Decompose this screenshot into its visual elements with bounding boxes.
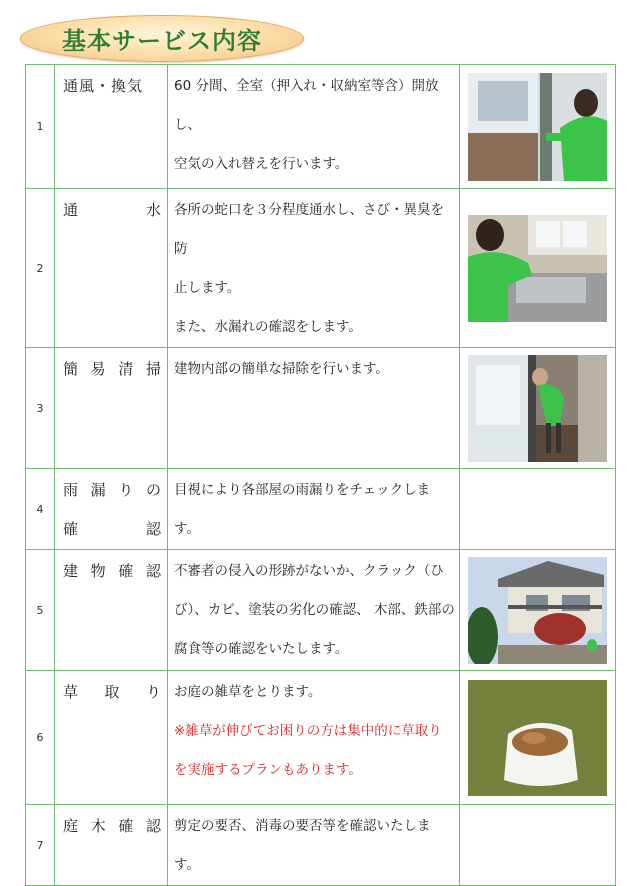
service-description [168, 469, 460, 550]
desc-line: 腐食等の確認をいたします。 [174, 641, 349, 657]
desc-line: また、水漏れの確認をします。 [174, 319, 362, 335]
service-name: 通風・換気 [55, 65, 168, 189]
weeding-bag-photo [468, 680, 607, 796]
table-row [26, 65, 616, 189]
service-description [168, 671, 460, 805]
desc-line: 建物内部の簡単な掃除を行います。 [174, 361, 389, 377]
desc-line: 剪定の要否、消毒の要否等を確認いたします。 [174, 818, 431, 873]
window-ventilation-photo [468, 73, 607, 181]
desc-line: 目視により各部屋の雨漏りをチェックします。 [174, 482, 431, 537]
note-line: を実施するプランもあります。 [174, 762, 362, 778]
table-row [26, 348, 616, 469]
row-number: 5 [26, 550, 55, 671]
table-row [26, 550, 616, 671]
page-title: 基本サービス内容 [62, 27, 262, 55]
table-row [26, 805, 616, 886]
service-description [168, 805, 460, 886]
service-table [25, 64, 616, 886]
row-number: 4 [26, 469, 55, 550]
photo-cell [460, 189, 616, 348]
desc-line: お庭の雑草をとります。 [174, 684, 322, 700]
row-number: 3 [26, 348, 55, 469]
photo-cell [460, 550, 616, 671]
service-description [168, 348, 460, 469]
desc-line: 空気の入れ替えを行います。 [174, 156, 349, 172]
desc-line: 不審者の侵入の形跡がないか、クラック（ひ [174, 563, 444, 579]
photo-cell-empty [460, 805, 616, 886]
service-name: 庭 木 確 認 [55, 805, 168, 886]
table-row [26, 469, 616, 550]
desc-line: び）、カビ、塗装の劣化の確認、 木部、鉄部の [174, 602, 455, 618]
table-row [26, 189, 616, 348]
desc-line: 各所の蛇口を３分程度通水し、さび・異臭を防 [174, 202, 444, 257]
service-description [168, 550, 460, 671]
row-number: 2 [26, 189, 55, 348]
service-description [168, 65, 460, 189]
photo-cell [460, 671, 616, 805]
photo-cell-empty [460, 469, 616, 550]
service-name: 草 取 り [55, 671, 168, 805]
row-number: 7 [26, 805, 55, 886]
row-number: 6 [26, 671, 55, 805]
faucet-running-photo [468, 215, 607, 322]
photo-cell [460, 348, 616, 469]
service-description [168, 189, 460, 348]
service-name: 雨 漏 り の 確 認 [55, 469, 168, 550]
service-name: 簡 易 清 掃 [55, 348, 168, 469]
cleaning-photo [468, 355, 607, 462]
note-line: ※雑草が伸びてお困りの方は集中的に草取り [174, 723, 442, 739]
table-row [26, 671, 616, 805]
house-exterior-photo [468, 557, 607, 664]
desc-line: 止します。 [174, 280, 241, 296]
service-name: 建 物 確 認 [55, 550, 168, 671]
desc-line: 60 分間、全室（押入れ・収納室等含）開放し、 [174, 78, 439, 133]
row-number: 1 [26, 65, 55, 189]
service-name: 通 水 [55, 189, 168, 348]
photo-cell [460, 65, 616, 189]
page-title-banner [20, 15, 304, 62]
